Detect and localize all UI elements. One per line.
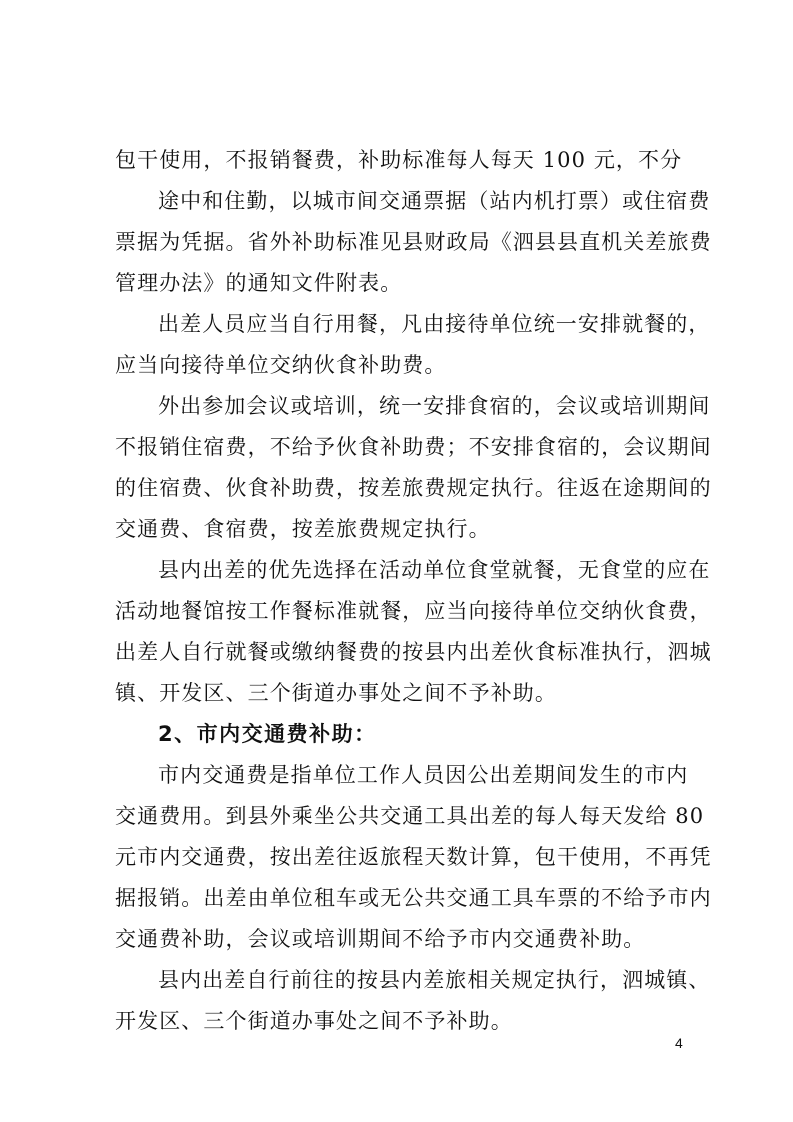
body-text-line: 出差人自行就餐或缴纳餐费的按县内出差伙食标准执行，泗城 bbox=[115, 640, 712, 664]
body-text-line: 活动地餐馆按工作餐标准就餐，应当向接待单位交纳伙食费， bbox=[115, 599, 712, 623]
body-text-line: 应当向接待单位交纳伙食补助费。 bbox=[115, 353, 447, 377]
body-text-line: 交通费用。到县外乘坐公共交通工具出差的每人每天发给 80 bbox=[115, 804, 705, 828]
page-number: 4 bbox=[675, 1035, 683, 1051]
body-text-line: 票据为凭据。省外补助标准见县财政局《泗县县直机关差旅费 bbox=[115, 230, 712, 254]
body-text-line: 管理办法》的通知文件附表。 bbox=[115, 271, 403, 295]
section-heading: 2、市内交通费补助： bbox=[158, 722, 377, 746]
body-text-line: 据报销。出差由单位租车或无公共交通工具车票的不给予市内 bbox=[115, 886, 712, 910]
body-text-line: 不报销住宿费，不给予伙食补助费；不安排食宿的，会议期间 bbox=[115, 435, 712, 459]
paragraph-line: 出差人员应当自行用餐，凡由接待单位统一安排就餐的， bbox=[158, 312, 711, 336]
paragraph-line: 途中和住勤，以城市间交通票据（站内机打票）或住宿费 bbox=[158, 189, 711, 213]
paragraph-line: 市内交通费是指单位工作人员因公出差期间发生的市内 bbox=[158, 763, 689, 787]
body-text-line: 开发区、三个街道办事处之间不予补助。 bbox=[115, 1009, 513, 1033]
paragraph-line: 县内出差的优先选择在活动单位食堂就餐，无食堂的应在 bbox=[158, 558, 711, 582]
body-text-line: 包干使用，不报销餐费，补助标准每人每天 100 元，不分 bbox=[115, 148, 683, 172]
paragraph-line: 县内出差自行前往的按县内差旅相关规定执行，泗城镇、 bbox=[158, 968, 711, 992]
body-text-line: 交通费补助，会议或培训期间不给予市内交通费补助。 bbox=[115, 927, 646, 951]
body-text-line: 镇、开发区、三个街道办事处之间不予补助。 bbox=[115, 681, 557, 705]
body-text-line: 的住宿费、伙食补助费，按差旅费规定执行。往返在途期间的 bbox=[115, 476, 712, 500]
body-text-line: 元市内交通费，按出差往返旅程天数计算，包干使用，不再凭 bbox=[115, 845, 712, 869]
paragraph-line: 外出参加会议或培训，统一安排食宿的，会议或培训期间 bbox=[158, 394, 711, 418]
body-text-line: 交通费、食宿费，按差旅费规定执行。 bbox=[115, 517, 491, 541]
